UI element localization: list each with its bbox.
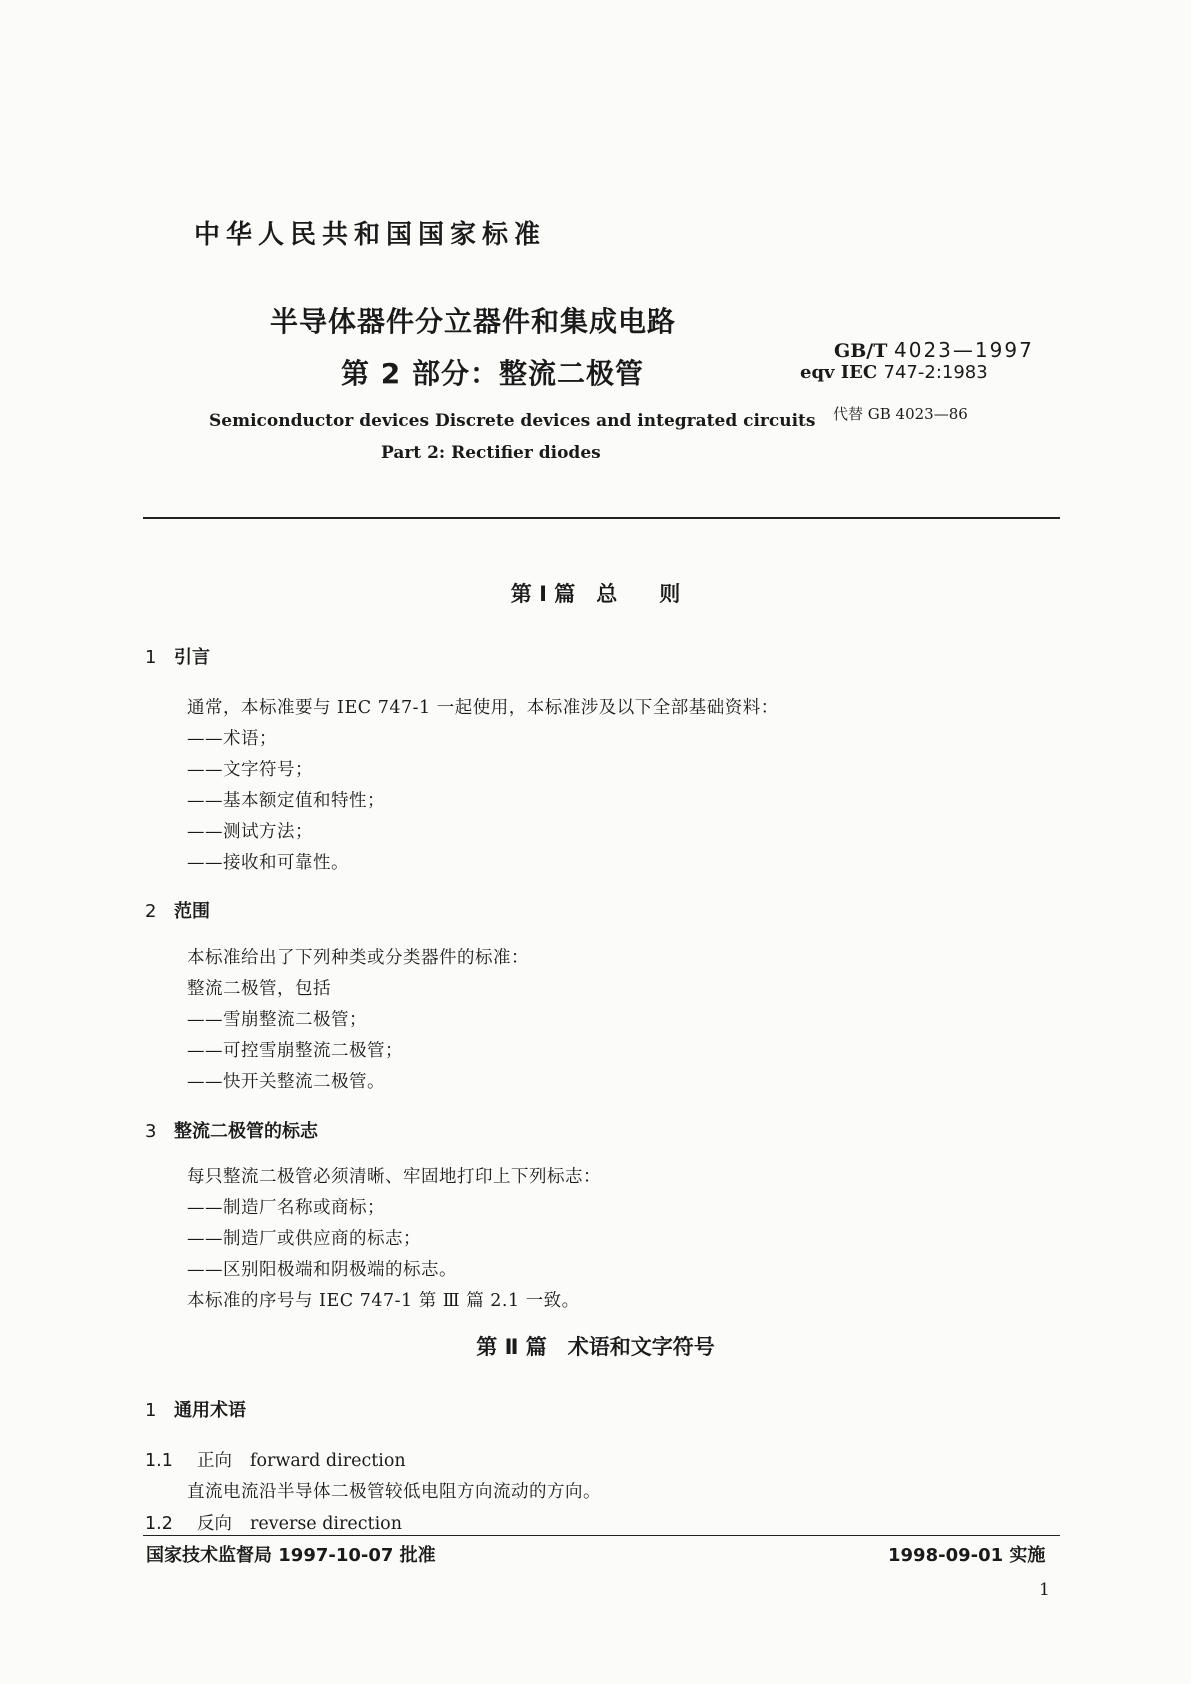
section-2-heading (145, 897, 210, 923)
term-number: 1.1 (145, 1451, 173, 1471)
standard-number (834, 338, 1034, 362)
equivalent-prefix: eqv IEC (800, 362, 878, 383)
equivalent-code: 747-2:1983 (883, 362, 988, 383)
part-2-section-1-heading (145, 1396, 246, 1422)
page-number: 1 (1039, 1580, 1050, 1600)
section-title: 引言 (174, 647, 210, 668)
standard-prefix: GB/T (834, 340, 888, 362)
section-number: 1 (145, 1400, 157, 1421)
section-2-line: 整流二极管，包括 (187, 979, 331, 999)
section-3-line: ——制造厂名称或商标； (187, 1198, 385, 1218)
chinese-title-line-1: 半导体器件分立器件和集成电路 (270, 305, 677, 338)
english-title-line-2: Part 2: Rectifier diodes (381, 443, 601, 463)
national-standard-title: 中华人民共和国国家标准 (193, 220, 546, 250)
term-english: reverse direction (250, 1514, 402, 1534)
section-1-line: ——接收和可靠性。 (187, 853, 349, 873)
term-1-1 (145, 1447, 406, 1472)
section-number: 3 (145, 1121, 157, 1142)
replaces-standard: 代替 GB 4023—86 (833, 405, 968, 423)
implementation-date: 1998-09-01 实施 (888, 1545, 1046, 1566)
section-title: 范围 (174, 901, 210, 922)
section-number: 2 (145, 901, 157, 922)
section-title: 通用术语 (174, 1400, 246, 1421)
english-title-line-1: Semiconductor devices Discrete devices and integrated circuits (209, 411, 816, 431)
section-3-line: 本标准的序号与 IEC 747-1 第 Ⅲ 篇 2.1 一致。 (187, 1291, 580, 1311)
section-1-line: ——文字符号； (187, 760, 313, 780)
section-3-heading (145, 1117, 318, 1143)
section-1-line: ——基本额定值和特性； (187, 791, 385, 811)
section-2-line: 本标准给出了下列种类或分类器件的标准： (187, 948, 529, 968)
part-2-heading: 第 Ⅱ 篇 术语和文字符号 (476, 1335, 715, 1359)
section-2-line: ——可控雪崩整流二极管； (187, 1041, 403, 1061)
equivalent-standard (800, 362, 988, 383)
chinese-title-line-2: 第 2 部分：整流二极管 (341, 357, 644, 390)
section-title: 整流二极管的标志 (174, 1121, 318, 1142)
term-1-1-definition: 直流电流沿半导体二极管较低电阻方向流动的方向。 (187, 1482, 601, 1502)
part-1-heading: 第 I 篇 总 则 (510, 582, 681, 606)
section-number: 1 (145, 647, 157, 668)
section-2-line: ——快开关整流二极管。 (187, 1072, 385, 1092)
term-english: forward direction (250, 1451, 406, 1471)
section-1-line: ——术语； (187, 729, 277, 749)
section-2-line: ——雪崩整流二极管； (187, 1010, 367, 1030)
header-divider (143, 517, 1060, 519)
section-1-line: ——测试方法； (187, 822, 313, 842)
section-3-line: ——制造厂或供应商的标志； (187, 1229, 421, 1249)
term-chinese: 正向 (197, 1451, 232, 1471)
section-1-line: 通常，本标准要与 IEC 747-1 一起使用，本标准涉及以下全部基础资料： (187, 698, 779, 718)
section-1-heading (145, 643, 210, 669)
section-3-line: 每只整流二极管必须清晰、牢固地打印上下列标志： (187, 1167, 601, 1187)
approval-date: 国家技术监督局 1997-10-07 批准 (146, 1545, 436, 1566)
term-1-2 (145, 1510, 402, 1535)
term-number: 1.2 (145, 1514, 173, 1534)
footer-divider (143, 1535, 1060, 1536)
section-3-line: ——区别阳极端和阴极端的标志。 (187, 1260, 457, 1280)
term-chinese: 反向 (197, 1514, 232, 1534)
standard-code: 4023—1997 (894, 338, 1034, 362)
